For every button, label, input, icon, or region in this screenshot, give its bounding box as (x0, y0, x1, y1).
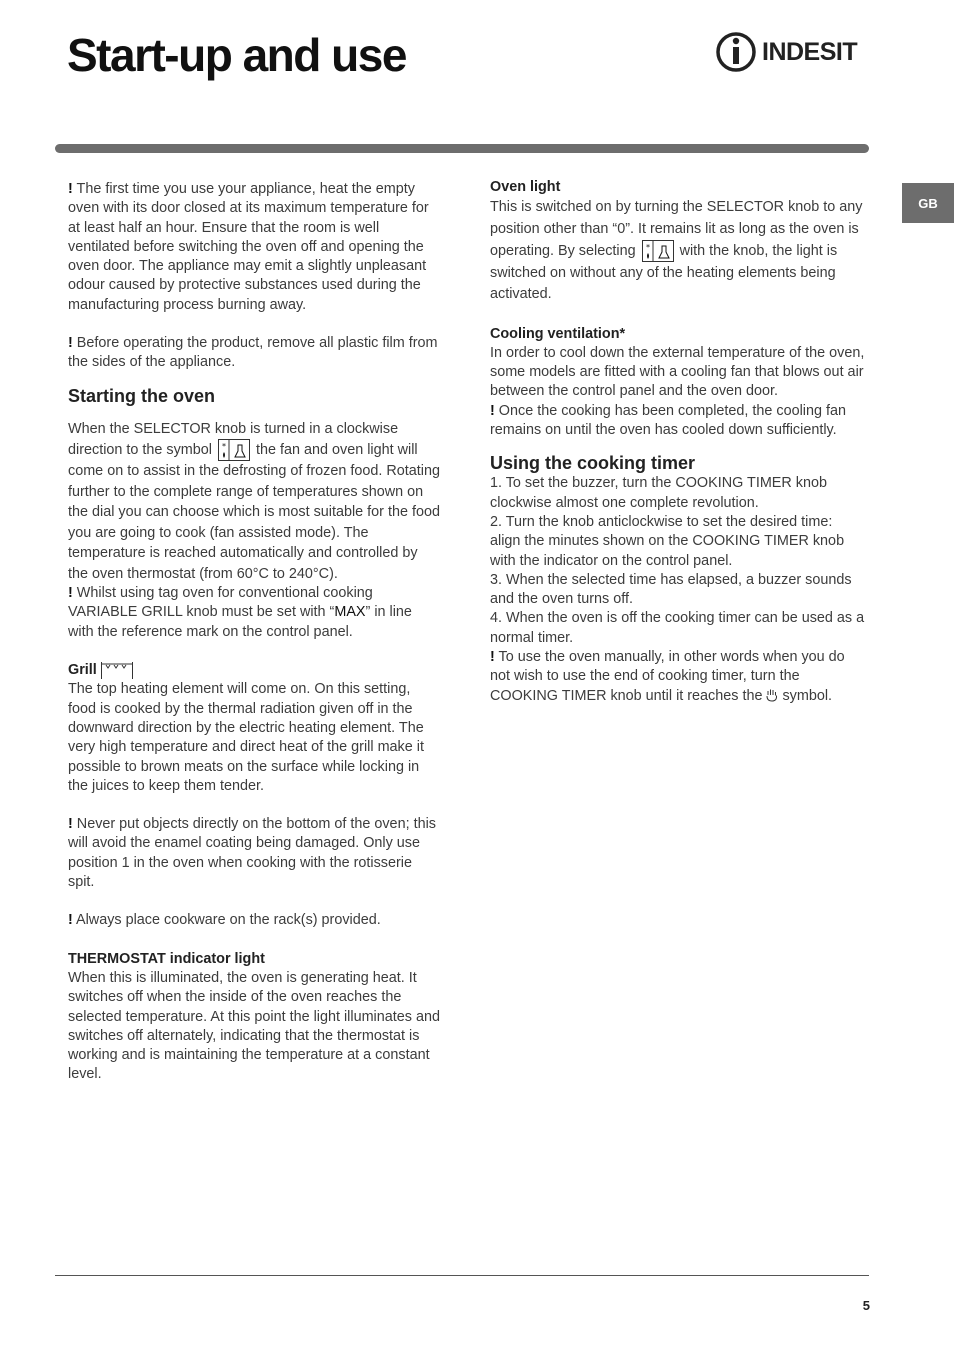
indesit-i-logo-icon (716, 30, 756, 74)
starting-heading: Starting the oven (68, 385, 216, 406)
defrost-fan-light-icon (218, 439, 250, 461)
oven-light-text-a: This is switched on by turning the SELECTOR knob to any position other than “0”. It remains lit as long as the oven is operating. By selecting (490, 199, 863, 260)
page-number: 5 (862, 1298, 870, 1313)
whilst-text-b: ” in line with the reference mark on the control panel. (68, 604, 412, 640)
timer-step-3: 3. When the selected time has elapsed, a buzzer sounds and the oven turns off. (490, 571, 852, 608)
timer-step-2: 2. Turn the knob anticlockwise to set the desired time: align the minutes shown on the COOKING TIMER knob with the indicator on the control panel. (490, 513, 845, 569)
never-text: Never put objects directly on the bottom of the oven; this will avoid the enamel coating being damaged. Only use position 1 in the oven when cooking with the rotisserie spit. (68, 816, 436, 891)
grill-heading-text: Grill (68, 662, 97, 679)
warning-mark: ! (68, 912, 73, 929)
warning-mark: ! (490, 649, 495, 666)
manual-text-a: To use the oven manually, in other words when you do not wish to use the end of cooking timer, turn the COOKING TIMER knob until it reaches the (490, 649, 845, 704)
cooling-paragraph: In order to cool down the external temperature of the oven, some models are fitted with a cooling fan that blows out air between the control panel and the oven door. (490, 344, 865, 400)
timer-heading: Using the cooking timer (490, 453, 696, 474)
oven-light-paragraph (490, 197, 866, 305)
whilst-paragraph (68, 584, 440, 642)
manual-paragraph (490, 648, 866, 706)
brand-name: INDESIT (762, 37, 858, 66)
hand-icon (766, 688, 778, 702)
always-paragraph (68, 911, 440, 930)
intro-text-2: Before operating the product, remove all plastic film from the sides of the appliance. (68, 335, 438, 371)
svg-text:*: * (221, 442, 226, 452)
always-text: Always place cookware on the rack(s) provided. (76, 912, 381, 929)
max-label: MAX (334, 604, 366, 621)
timer-step-1: 1. To set the buzzer, turn the COOKING TIMER knob clockwise almost one complete revolution. (490, 475, 827, 511)
language-tab: GB (902, 183, 954, 223)
whilst-text-a: Whilst using tag oven for conventional cooking VARIABLE GRILL knob must be set with “ (68, 585, 373, 621)
starting-text-b: the fan and oven light will come on to assist in the defrosting of frozen food. Rotating further to the complete range of temperatures shown on the dial you can choose which is most suitable for the food you are going to cook (fan assisted mode). The temperature is reached automatically and controlled by the oven thermostat (from 60°C to 240°C). (68, 441, 440, 582)
starting-paragraph (68, 419, 440, 585)
right-column (490, 178, 866, 706)
grill-element-icon (101, 662, 133, 679)
manual-text-b: symbol. (782, 687, 833, 704)
once-paragraph (490, 402, 866, 441)
svg-text:*: * (645, 243, 650, 253)
grill-heading (68, 661, 440, 680)
oven-light-heading: Oven light (490, 179, 561, 195)
once-text: Once the cooking has been completed, the cooling fan remains on until the oven has cooled down sufficiently. (490, 402, 847, 439)
warning-mark: ! (490, 402, 495, 419)
intro-paragraph-2 (68, 334, 440, 373)
thermostat-paragraph: When this is illuminated, the oven is generating heat. It switches off when the inside of the oven reaches the selected temperature. At this point the light illuminates and switches off alternately, indicating that the thermostat is working and is maintaining the temperature at a constant level. (68, 969, 440, 1083)
cooling-heading: Cooling ventilation* (490, 325, 626, 342)
never-paragraph (68, 815, 440, 892)
warning-mark: ! (68, 585, 73, 602)
left-column (68, 180, 440, 1085)
warning-mark: ! (68, 335, 73, 352)
starting-text-a: When the SELECTOR knob is turned in a clockwise direction to the symbol (68, 420, 399, 458)
thermostat-heading: THERMOSTAT indicator light (68, 950, 265, 967)
defrost-fan-light-icon (642, 240, 674, 262)
header-divider (55, 144, 869, 153)
grill-paragraph: The top heating element will come on. On this setting, food is cooked by the thermal radiation given off in the downward direction by the electric heating element. The very high temperature and direct heat of the grill make it possible to brown meats on the surface while locking in the juices to keep them tender. (68, 681, 424, 794)
brand-logo (716, 30, 857, 74)
warning-mark: ! (68, 816, 73, 833)
intro-text-1: The first time you use your appliance, heat the empty oven with its door closed at its maximum temperature for at least half an hour. Ensure that the room is well ventilated before switching the oven off and opening the oven door. The appliance may emit a slightly unpleasant odour caused by protective substances used during the manufacturing process burning away. (68, 181, 429, 313)
page-title: Start-up and use (67, 29, 406, 81)
oven-light-text-b: with the knob, the light is switched on without any of the heating elements being activated. (490, 243, 838, 303)
footer-divider (55, 1275, 869, 1276)
intro-paragraph-1 (68, 180, 440, 315)
warning-mark: ! (68, 181, 73, 197)
timer-step-4: 4. When the oven is off the cooking timer can be used as a normal timer. (490, 610, 865, 646)
